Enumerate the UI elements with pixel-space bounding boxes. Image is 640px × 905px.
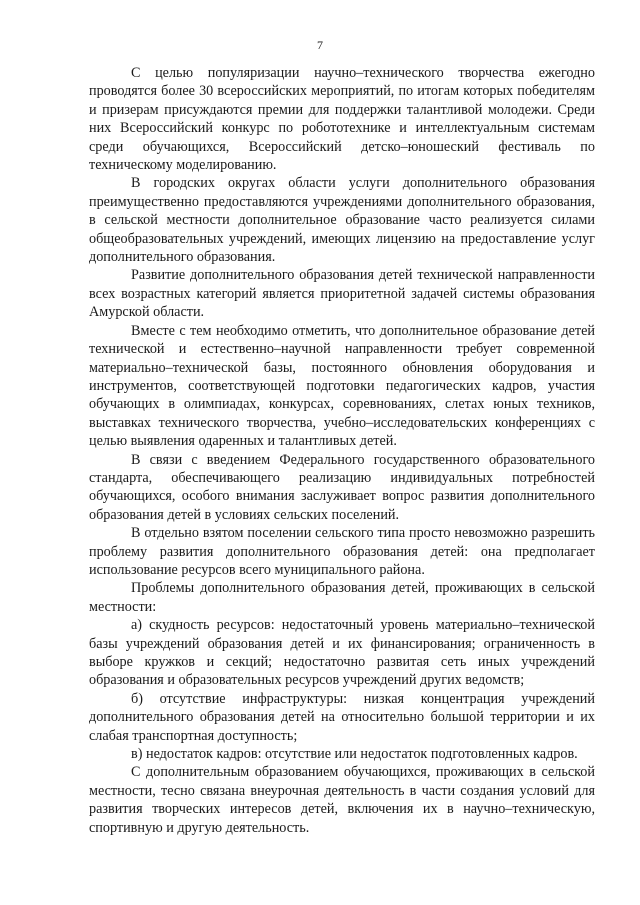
paragraph-rural-settlement: В отдельно взятом поселении сельского типа просто невозможно разрешить проблему развития дополнительного образования детей: она предполагает использование ресурсов всего муниципального района.	[89, 525, 595, 578]
list-item-infrastructure: б) отсутствие инфраструктуры: низкая концентрация учреждений дополнительного образования детей на относительно большой территории и их слабая транспортная доступность;	[89, 690, 595, 744]
paragraph-requirements: Вместе с тем необходимо отметить, что дополнительное образование детей технической и естественно–научной направленности требует современной материально–технической базы, постоянного обновления оборудования и инструментов, соответствующей подготовки педагогических кадров, участия обучающих в олимпиадах, конкурсах, соревнованиях, слетах юных техников, выставках технического творчества, учебно–исследовательских конференциях с целью выявления одаренных и талантливых детей.	[89, 322, 595, 450]
page-number: 7	[317, 38, 323, 52]
paragraph-federal-standard: В связи с введением Федерального государственного образовательного стандарта, обеспечивающего реализацию индивидуальных потребностей обучающихся, особого внимания заслуживает вопрос развития дополнительного образования детей в условиях сельских поселений.	[89, 451, 595, 523]
paragraph-priority-task: Развитие дополнительного образования детей технической направленности всех возрастных категорий является приоритетной задачей системы образования Амурской области.	[89, 267, 595, 321]
list-item-resources: а) скудность ресурсов: недостаточный уровень материально–технической базы учреждений образования детей и их финансирования; ограниченность в выборе кружков и секций; недостаточно развитая сеть иных учреждений образования и образовательных ресурсов учреждений других ведомств;	[89, 617, 595, 689]
list-item-staff: в) недостаток кадров: отсутствие или недостаток подготовленных кадров.	[131, 746, 578, 763]
document-body	[89, 64, 595, 837]
paragraph-problems-intro: Проблемы дополнительного образования детей, проживающих в сельской местности:	[89, 580, 595, 615]
paragraph-urban-rural-services: В городских округах области услуги дополнительного образования преимущественно предоставляются учреждениями дополнительного образования, в сельской местности дополнительное образование часто реализуется силами общеобразовательных учреждений, имеющих лицензию на предоставление услуг дополнительного образования.	[89, 175, 595, 266]
paragraph-extracurricular: С дополнительным образованием обучающихся, проживающих в сельской местности, тесно связана внеурочная деятельность в части создания условий для развития творческих интересов детей, включения их в научно–техническую, спортивную и другую деятельность.	[89, 764, 595, 836]
paragraph-popularization: С целью популяризации научно–технического творчества ежегодно проводятся более 30 всероссийских мероприятий, по итогам которых победителям и призерам присуждаются премии для поддержки талантливой молодежи. Среди них Всероссийский конкурс по робототехнике и интеллектуальным системам среди обучающихся, Всероссийский детско–юношеский фестиваль по техническому моделированию.	[89, 65, 595, 174]
